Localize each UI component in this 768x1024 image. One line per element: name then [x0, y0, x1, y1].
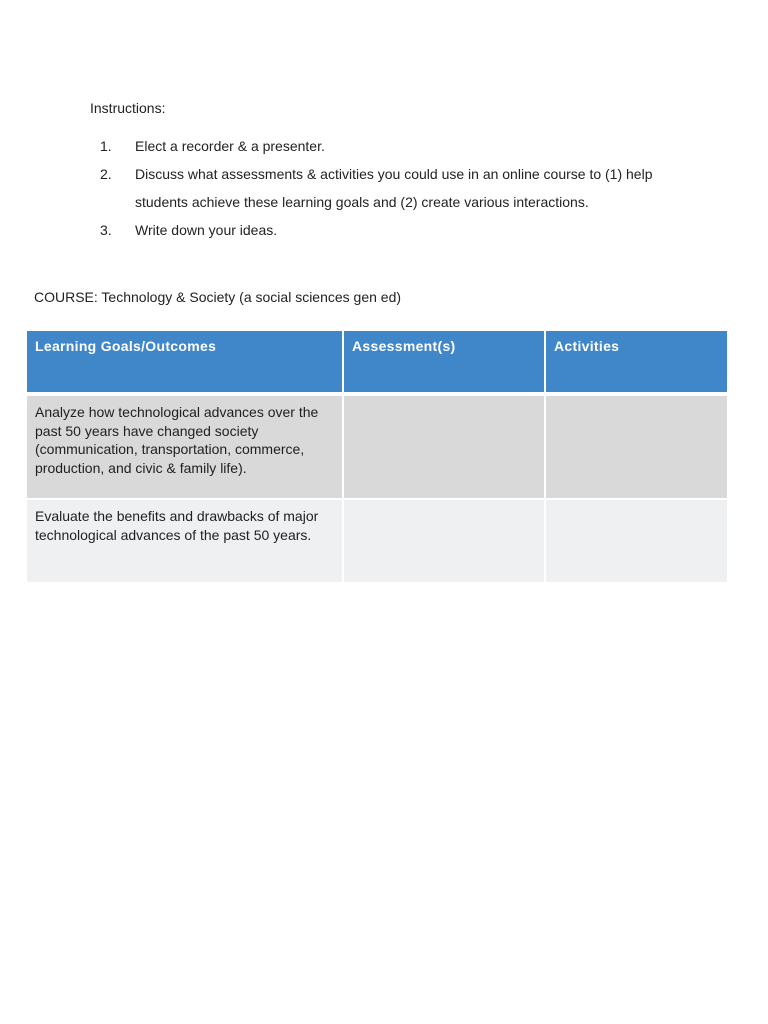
- instruction-text: Write down your ideas.: [135, 222, 278, 238]
- assessment-cell[interactable]: [343, 394, 545, 499]
- instruction-number: 1.: [100, 138, 112, 154]
- learning-goals-table: [27, 331, 727, 584]
- goal-cell: Analyze how technological advances over the past 50 years have changed society (communication, transportation, commerce, production, and civic & family life).: [27, 394, 343, 499]
- header-activities: Activities: [545, 331, 727, 394]
- instruction-item: [100, 160, 700, 216]
- table-row: [27, 394, 727, 499]
- header-assessments: Assessment(s): [343, 331, 545, 394]
- course-title: COURSE: Technology & Society (a social sciences gen ed): [34, 289, 402, 305]
- goal-cell: Evaluate the benefits and drawbacks of major technological advances of the past 50 years.: [27, 499, 343, 583]
- instructions-heading: Instructions:: [90, 100, 166, 116]
- instruction-item: [100, 132, 700, 160]
- instruction-text: Elect a recorder & a presenter.: [135, 138, 325, 154]
- assessment-cell[interactable]: [343, 499, 545, 583]
- instruction-number: 2.: [100, 166, 112, 182]
- header-learning-goals: Learning Goals/Outcomes: [27, 331, 343, 394]
- activities-cell[interactable]: [545, 499, 727, 583]
- table-header-row: [27, 331, 727, 394]
- instruction-number: 3.: [100, 222, 112, 238]
- instruction-text: Discuss what assessments & activities you could use in an online course to (1) help students achieve these learning goals and (2) create various interactions.: [135, 166, 653, 210]
- activities-cell[interactable]: [545, 394, 727, 499]
- instructions-list: [100, 132, 700, 244]
- table-row: [27, 499, 727, 583]
- instruction-item: [100, 216, 700, 244]
